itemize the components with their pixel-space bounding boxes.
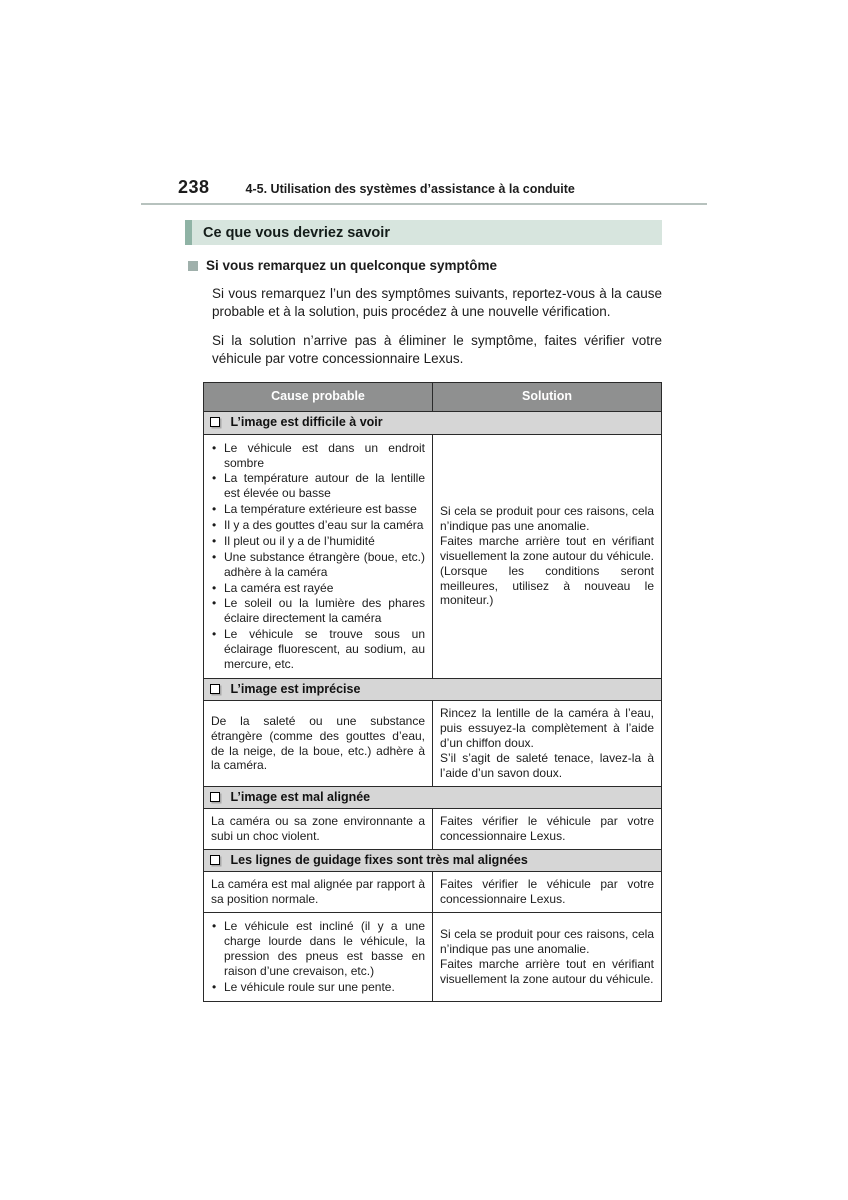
table-row: [204, 872, 662, 913]
table-section-row: [204, 849, 662, 872]
list-item: • Le véhicule roule sur une pente.: [211, 980, 425, 995]
intro-paragraph-2: Si la solution n’arrive pas à éliminer le symptôme, faites vérifier votre véhicule par votre concessionnaire Lexus.: [212, 333, 662, 366]
checkbox-icon: [210, 684, 220, 694]
table-section-title: L’image est imprécise: [230, 681, 361, 696]
table-section-title: Les lignes de guidage fixes sont très mal alignées: [230, 852, 528, 867]
section-accent-bar: [185, 220, 192, 245]
cause-bullet-list: [211, 441, 425, 672]
table-section-row: [204, 678, 662, 701]
subsection-heading: [188, 258, 707, 273]
solution-cell: [433, 913, 662, 1001]
list-item: • La température autour de la lentille est élevée ou basse: [211, 471, 425, 501]
table-header-row: [204, 383, 662, 412]
table-row: [204, 809, 662, 850]
table-section-row: [204, 786, 662, 809]
solution-text: Si cela se produit pour ces raisons, cela n’indique pas une anomalie.: [440, 504, 654, 534]
cause-cell: [204, 913, 433, 1001]
list-item: • Il y a des gouttes d’eau sur la caméra: [211, 518, 425, 533]
subsection-title: Si vous remarquez un quelconque symptôme: [206, 258, 498, 273]
solution-text: Faites vérifier le véhicule par votre concessionnaire Lexus.: [440, 877, 654, 907]
solution-text: Faites marche arrière tout en vérifiant visuellement la zone autour du véhicule.: [440, 956, 654, 986]
checkbox-icon: [210, 855, 220, 865]
solution-text: Rincez la lentille de la caméra à l’eau, puis essuyez-la complètement à l’aide d’un chiffon doux.: [440, 706, 654, 751]
cause-cell: La caméra est mal alignée par rapport à sa position normale.: [204, 872, 433, 913]
list-item: • La température extérieure est basse: [211, 502, 425, 517]
list-item: • La caméra est rayée: [211, 581, 425, 596]
solution-text: Faites vérifier le véhicule par votre concessionnaire Lexus.: [440, 814, 654, 844]
table-section-header: [204, 849, 662, 872]
square-bullet-icon: [188, 261, 198, 271]
page-header: [141, 177, 707, 198]
page-number: 238: [178, 177, 210, 197]
table-section-header: [204, 412, 662, 435]
solution-text: Faites marche arrière tout en vérifiant visuellement la zone autour du véhicule. (Lorsque les conditions seront meilleures, utilisez à nouveau le moniteur.): [440, 533, 654, 608]
header-rule: [141, 203, 707, 205]
cause-cell: [204, 434, 433, 678]
checkbox-icon: [210, 417, 220, 427]
solution-cell: [433, 872, 662, 913]
list-item: • Le véhicule est incliné (il y a une charge lourde dans le véhicule, la pression des pneus est basse en raison d’une crevaison, etc.): [211, 919, 425, 979]
list-item: • Il pleut ou il y a de l’humidité: [211, 534, 425, 549]
solution-cell: [433, 434, 662, 678]
list-item: • Le véhicule se trouve sous un éclairage fluorescent, au sodium, au mercure, etc.: [211, 627, 425, 672]
cause-cell: La caméra ou sa zone environnante a subi un choc violent.: [204, 809, 433, 850]
table-section-header: [204, 786, 662, 809]
solution-cell: [433, 809, 662, 850]
section-title-bar: [185, 220, 662, 245]
table-section-row: [204, 412, 662, 435]
symptom-table: [203, 382, 662, 1001]
cause-cell: De la saleté ou une substance étrangère (comme des gouttes d’eau, de la neige, de la boue, etc.) adhère à la caméra.: [204, 701, 433, 786]
checkbox-icon: [210, 792, 220, 802]
table-row: [204, 434, 662, 678]
section-title: Ce que vous devriez savoir: [203, 224, 390, 241]
solution-text: Si cela se produit pour ces raisons, cela n’indique pas une anomalie.: [440, 927, 654, 956]
list-item: • Le véhicule est dans un endroit sombre: [211, 441, 425, 471]
intro-paragraph-1: Si vous remarquez l’un des symptômes suivants, reportez-vous à la cause probable et à la solution, puis procédez à une nouvelle vérification.: [212, 286, 662, 319]
solution-cell: [433, 701, 662, 786]
table-section-title: L’image est mal alignée: [230, 789, 371, 804]
chapter-title: 4-5. Utilisation des systèmes d’assistance à la conduite: [245, 182, 575, 196]
column-header-solution: Solution: [433, 383, 662, 412]
solution-text: S’il s’agit de saleté tenace, lavez-la à l’aide d’un savon doux.: [440, 750, 654, 780]
column-header-cause: Cause probable: [204, 383, 433, 412]
table-row: [204, 913, 662, 1001]
table-row: [204, 701, 662, 786]
list-item: • Le soleil ou la lumière des phares éclaire directement la caméra: [211, 596, 425, 626]
list-item: • Une substance étrangère (boue, etc.) adhère à la caméra: [211, 550, 425, 580]
cause-bullet-list: [211, 919, 425, 994]
table-section-title: L’image est difficile à voir: [230, 415, 383, 430]
table-section-header: [204, 678, 662, 701]
